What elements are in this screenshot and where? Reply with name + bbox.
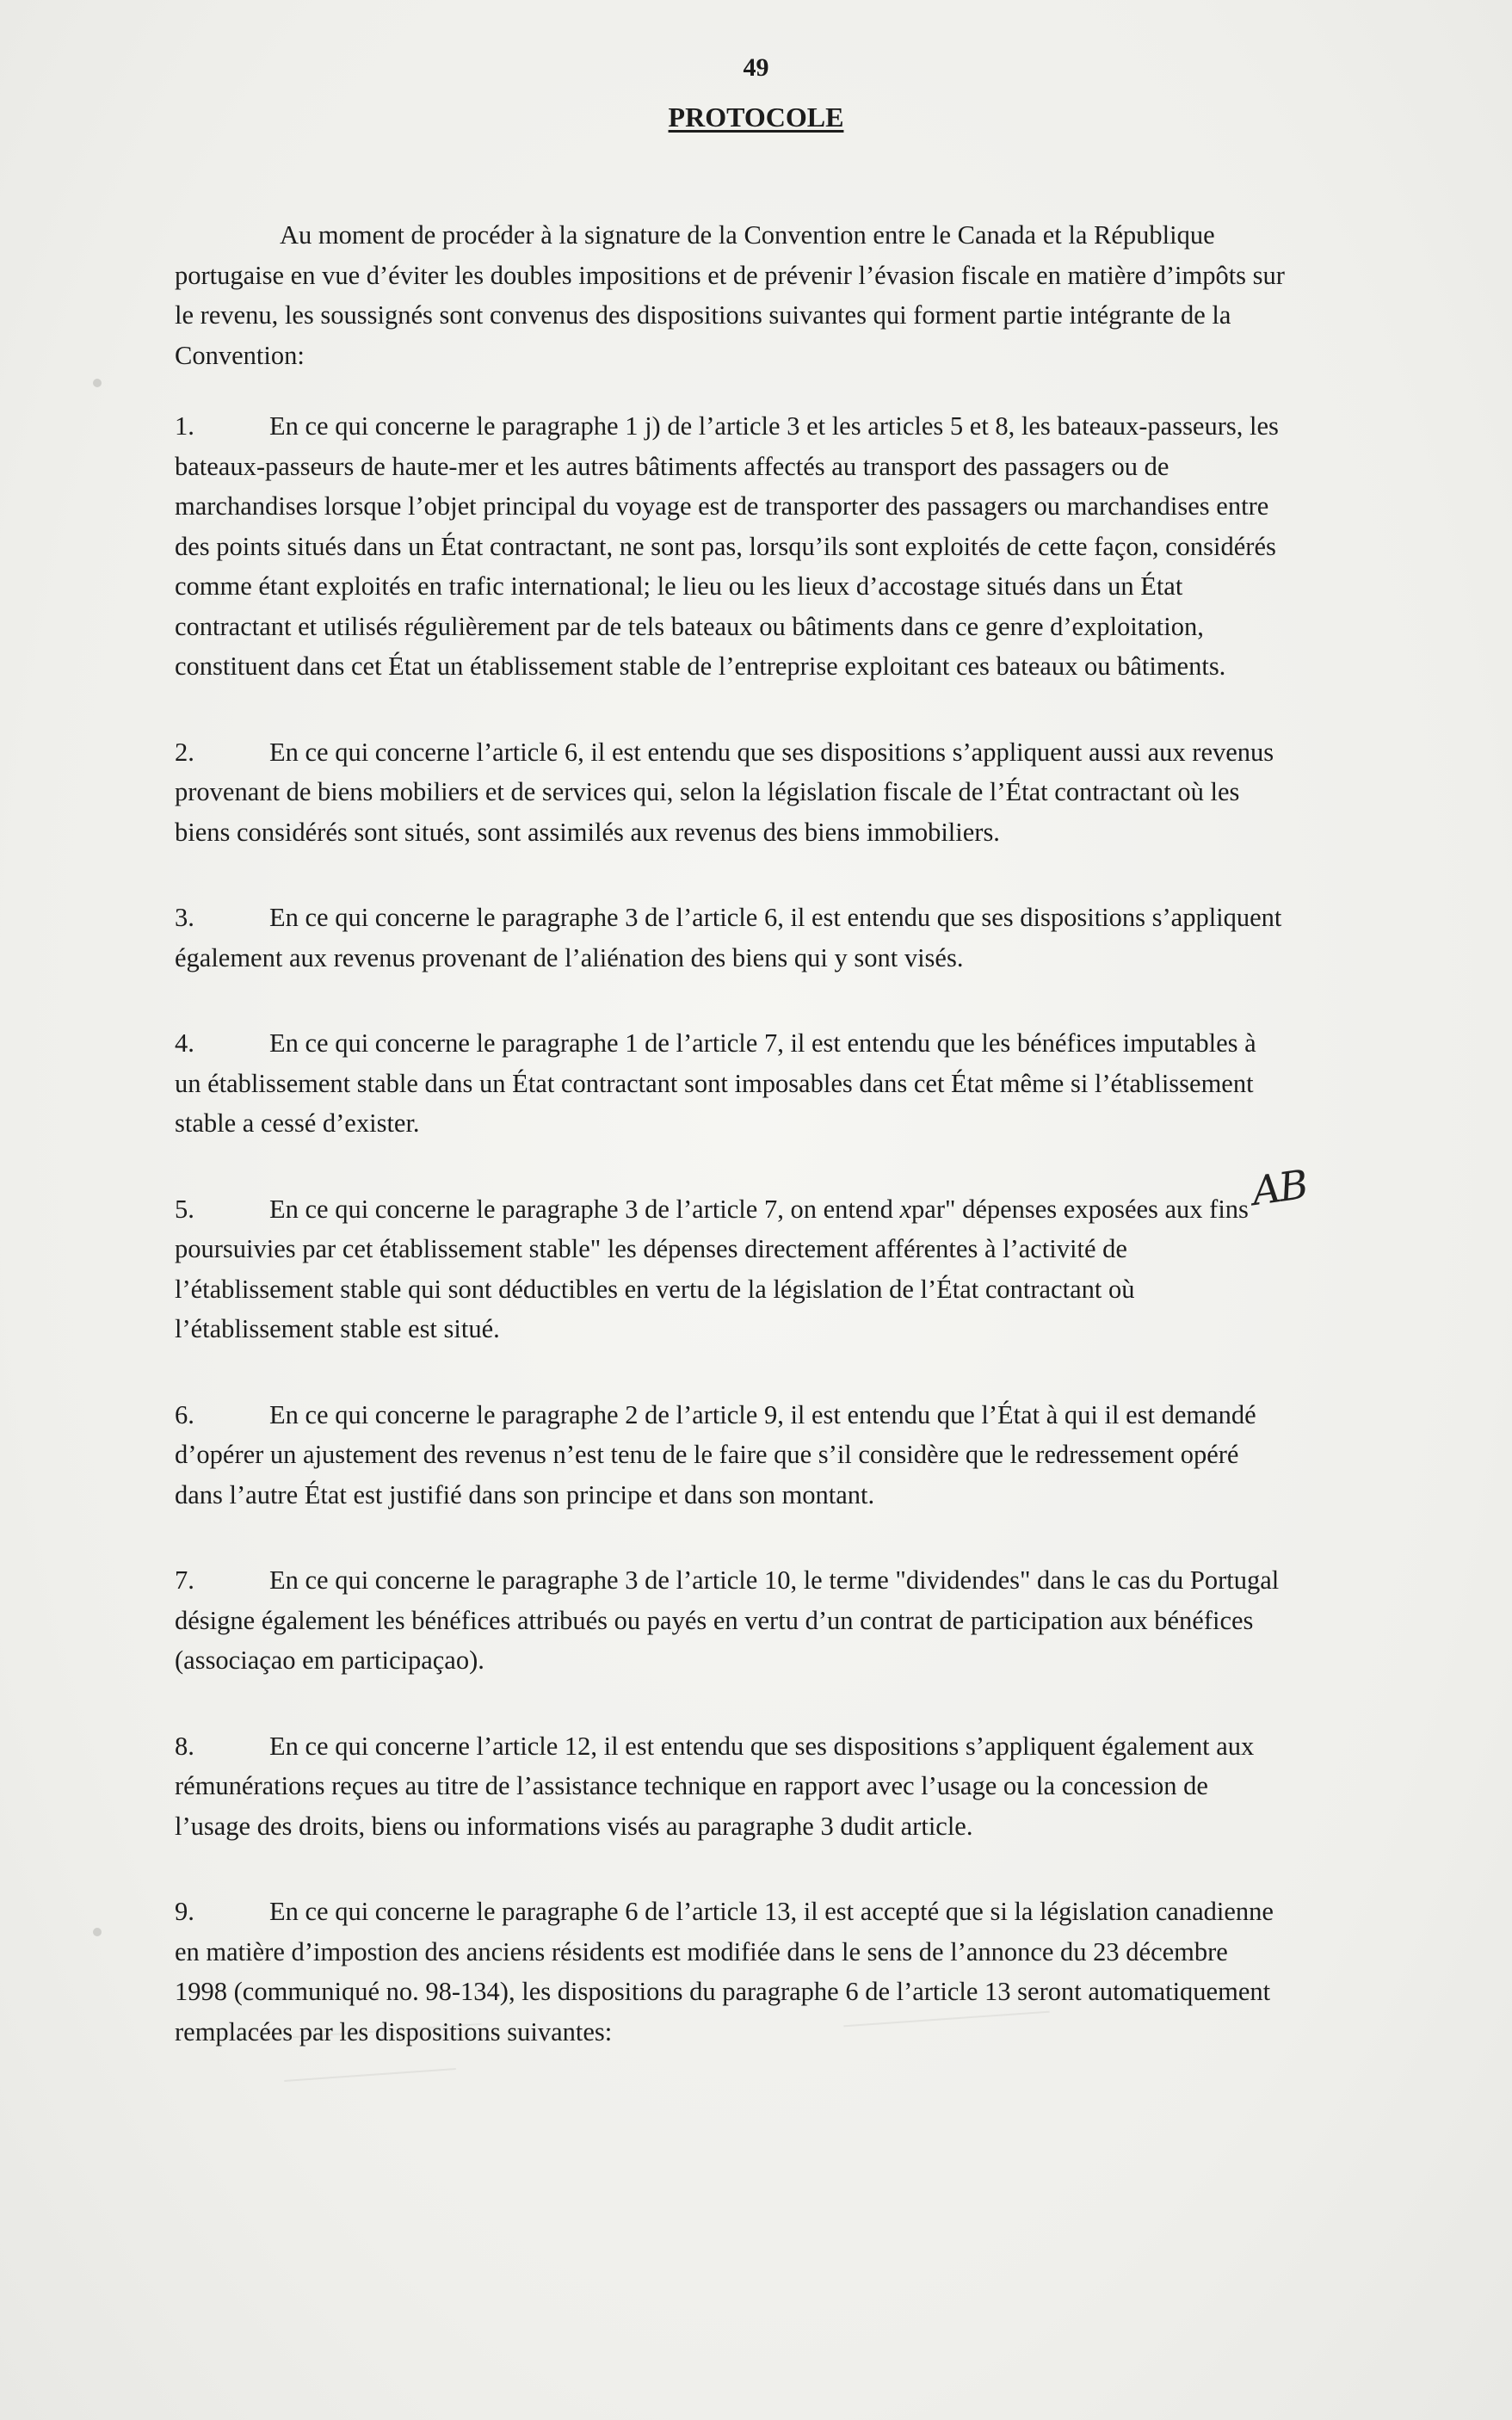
page-number: 49 (743, 53, 769, 82)
paragraph-text-end: par" dépenses exposées aux fins poursuivies par cet établissement stable" les dépenses directement afférentes à l’activité de l’établissement stable qui sont déductibles en vertu de la législation de l’État contractant où l’établissement stable est situé. (175, 1194, 1249, 1343)
protocol-paragraph-1 (175, 406, 1285, 687)
paragraph-number: 9. (175, 1897, 194, 1926)
intro-paragraph: Au moment de procéder à la signature de la Convention entre le Canada et la République portugaise en vue d’éviter les doubles impositions et de prévenir l’évasion fiscale en matière d’impôts sur le revenu, les soussignés sont convenus des dispositions suivantes qui forment partie intégrante de la Convention: (175, 220, 1285, 370)
punch-mark (93, 1928, 102, 1936)
paragraph-text: En ce qui concerne l’article 12, il est entendu que ses dispositions s’appliquent également aux rémunérations reçues au titre de l’assistance technique en rapport avec l’usage ou la concession de l’usage des droits, biens ou informations visés au paragraphe 3 dudit article. (175, 1731, 1255, 1841)
paragraph-text: En ce qui concerne l’article 6, il est entendu que ses dispositions s’appliquent aussi aux revenus provenant de biens mobiliers et de services qui, selon la législation fiscale de l’État contractant où les biens considérés sont situés, sont assimilés aux revenus des biens immobiliers. (175, 737, 1274, 847)
protocol-paragraph-8 (175, 1726, 1285, 1847)
paragraph-text: En ce qui concerne le paragraphe 1 de l’article 7, il est entendu que les bénéfices imputables à un établissement stable dans un État contractant sont imposables dans cet État même si l’établissement stable a cessé d’exister. (175, 1028, 1256, 1138)
handwritten-insertion-mark: x (899, 1194, 912, 1224)
protocol-paragraph-6 (175, 1395, 1285, 1516)
page-title: PROTOCOLE (668, 102, 844, 133)
paragraph-number: 8. (175, 1731, 194, 1761)
handwritten-initials: AB (1249, 1160, 1310, 1215)
paragraph-number: 1. (175, 411, 194, 441)
paragraph-text: En ce qui concerne le paragraphe 1 j) de l’article 3 et les articles 5 et 8, les bateaux-passeurs, les bateaux-passeurs de haute-mer et les autres bâtiments affectés au transport des passagers ou de marchandises lorsque l’objet principal du voyage est de transporter des passagers ou marchandises entre des points situés dans un État contractant, ne sont pas, lorsqu’ils sont exploités de cette façon, considérés comme étant exploités en trafic international; le lieu ou les lieux d’accostage situés dans un État contractant et utilisés régulièrement par de tels bateaux ou bâtiments dans ce genre d’exploitation, constituent dans cet État un établissement stable de l’entreprise exploitant ces bateaux ou bâtiments. (175, 411, 1279, 681)
document-body (175, 215, 1285, 2097)
paragraph-number: 4. (175, 1028, 194, 1058)
protocol-paragraph-9 (175, 1892, 1285, 2052)
punch-mark (93, 379, 102, 387)
paragraph-number: 7. (175, 1565, 194, 1595)
protocol-paragraph-7 (175, 1560, 1285, 1681)
protocol-paragraph-5 (175, 1189, 1285, 1349)
paragraph-number: 6. (175, 1399, 194, 1429)
paragraph-text-start: En ce qui concerne le paragraphe 3 de l’article 7, on entend (269, 1194, 900, 1224)
paragraph-number: 5. (175, 1194, 194, 1224)
paragraph-text: En ce qui concerne le paragraphe 3 de l’article 10, le terme "dividendes" dans le cas du Portugal désigne également les bénéfices attribués ou payés en vertu d’un contrat de participation aux bénéfices (associaçao em participaçao). (175, 1565, 1280, 1675)
paragraph-text: En ce qui concerne le paragraphe 6 de l’article 13, il est accepté que si la législation canadienne en matière d’impostion des anciens résidents est modifiée dans le sens de l’annonce du 23 décembre 1998 (communiqué no. 98-134), les dispositions du paragraphe 6 de l’article 13 seront automatiquement remplacées par les dispositions suivantes: (175, 1897, 1274, 2047)
protocol-paragraph-3 (175, 898, 1285, 978)
paragraph-number: 2. (175, 737, 194, 767)
paragraph-number: 3. (175, 903, 194, 932)
paragraph-text: En ce qui concerne le paragraphe 3 de l’article 6, il est entendu que ses dispositions s’appliquent également aux revenus provenant de l’aliénation des biens qui y sont visés. (175, 903, 1282, 972)
protocol-paragraph-2 (175, 732, 1285, 853)
protocol-paragraph-4 (175, 1023, 1285, 1144)
paragraph-text: En ce qui concerne le paragraphe 2 de l’article 9, il est entendu que l’État à qui il est demandé d’opérer un ajustement des revenus n’est tenu de le faire que s’il considère que le redressement opéré dans l’autre État est justifié dans son principe et dans son montant. (175, 1399, 1256, 1509)
